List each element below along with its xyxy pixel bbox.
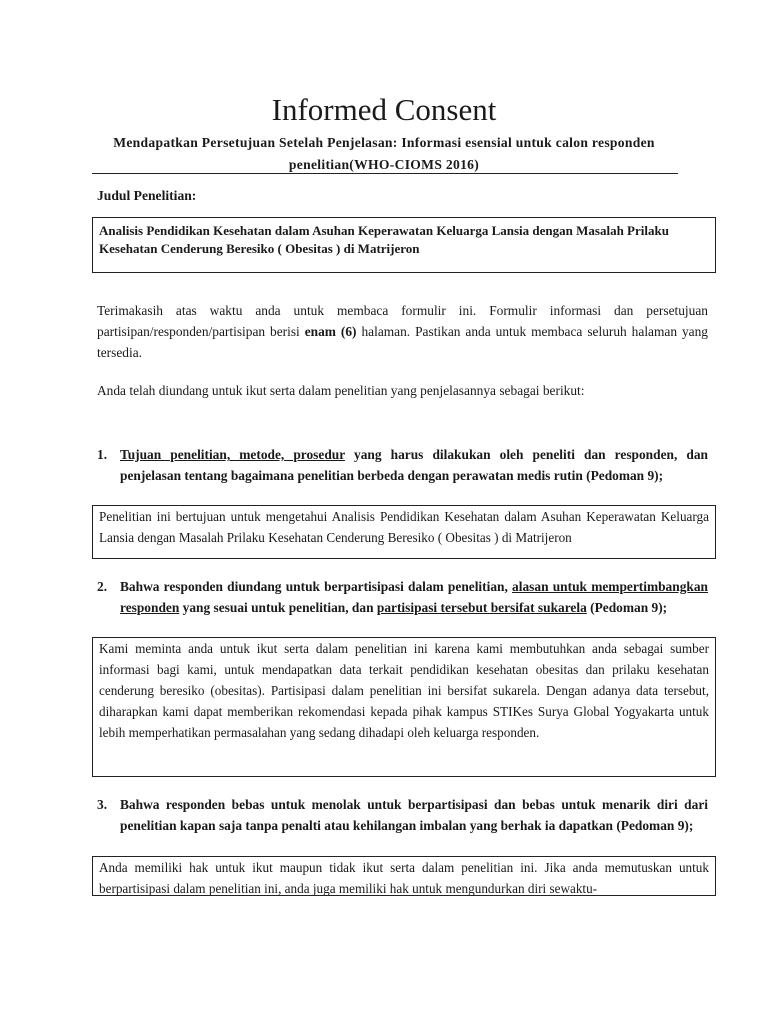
- item-text: [120, 576, 708, 618]
- document-subtitle: Mendapatkan Persetujuan Setelah Penjelasan: Informasi esensial untuk calon responden penelitian(WHO-CIOMS 2016): [113, 135, 655, 172]
- document-title: Informed Consent: [271, 92, 497, 127]
- item-text: Bahwa responden bebas untuk menolak untuk berpartisipasi dan bebas untuk menarik diri dari penelitian kapan saja tanpa penalti atau kehilangan imbalan yang berhak ia dapatkan (Pedoman 9);: [120, 797, 708, 833]
- consent-item-2: [97, 576, 708, 618]
- intro-text-end: halaman. Pastikan anda untuk membaca seluruh halaman yang tersedia.: [97, 324, 709, 360]
- consent-item-3: [97, 794, 708, 836]
- item-number: 3.: [97, 797, 108, 812]
- item-text-part: yang sesuai untuk penelitian, dan: [179, 600, 377, 615]
- item-underlined-text: alasan untuk mempertimbangkan responden: [120, 579, 708, 615]
- intro-text-start: Terimakasih atas waktu anda untuk membaca formulir ini. Formulir informasi dan persetujuan partisipan/responden/partisipan berisi: [97, 303, 708, 339]
- answer-box-2: Kami meminta anda untuk ikut serta dalam penelitian ini karena kami membutuhkan anda sebagai sumber informasi bagi kami, untuk mendapatkan data terkait pendidikan kesehatan obesitas dan prilaku kesehatan cenderung beresiko (obesitas). Partisipasi dalam penelitian ini bersifat sukarela. Dengan adanya data tersebut, diharapkan kami dapat memberikan rekomendasi kepada pihak kampus STIKes Surya Global Yogyakarta untuk lebih memperhatikan permasalahan yang sedang dihadapi oleh keluarga responden.: [92, 637, 716, 777]
- intro-paragraph: [97, 300, 708, 363]
- item-text-part: yang harus dilakukan oleh peneliti dan responden, dan penjelasan tentang bagaimana penelitian berbeda dengan perawatan medis rutin (Pedoman 9);: [120, 447, 708, 483]
- item-text-part: Bahwa responden diundang untuk berpartisipasi dalam penelitian,: [120, 579, 513, 594]
- answer-box-3: Anda memiliki hak untuk ikut maupun tidak ikut serta dalam penelitian ini. Jika anda memutuskan untuk berpartisipasi dalam penelitian ini, anda juga memiliki hak untuk mengundurkan diri sewaktu-: [92, 856, 716, 896]
- item-underlined-text: partisipasi tersebut bersifat sukarela: [376, 600, 587, 615]
- item-number: 2.: [97, 579, 108, 594]
- item-text: [120, 444, 708, 486]
- research-title-box: Analisis Pendidikan Kesehatan dalam Asuhan Keperawatan Keluarga Lansia dengan Masalah Prilaku Kesehatan Cenderung Beresiko ( Obesitas ) di Matrijeron: [92, 217, 716, 273]
- header-divider: [92, 173, 678, 174]
- item-underlined-text: Tujuan penelitian, metode, prosedur: [120, 447, 345, 462]
- consent-item-1: [97, 444, 708, 486]
- invitation-paragraph: Anda telah diundang untuk ikut serta dalam penelitian yang penjelasannya sebagai berikut:: [97, 383, 585, 398]
- item-text-part: (Pedoman 9);: [586, 600, 668, 615]
- answer-box-1: Penelitian ini bertujuan untuk mengetahui Analisis Pendidikan Kesehatan dalam Asuhan Keperawatan Keluarga Lansia dengan Masalah Prilaku Kesehatan Cenderung Beresiko ( Obesitas ) di Matrijeron: [92, 505, 716, 559]
- research-title-label: Judul Penelitian:: [97, 188, 197, 203]
- page-count: enam (6): [304, 324, 357, 339]
- item-number: 1.: [97, 447, 108, 462]
